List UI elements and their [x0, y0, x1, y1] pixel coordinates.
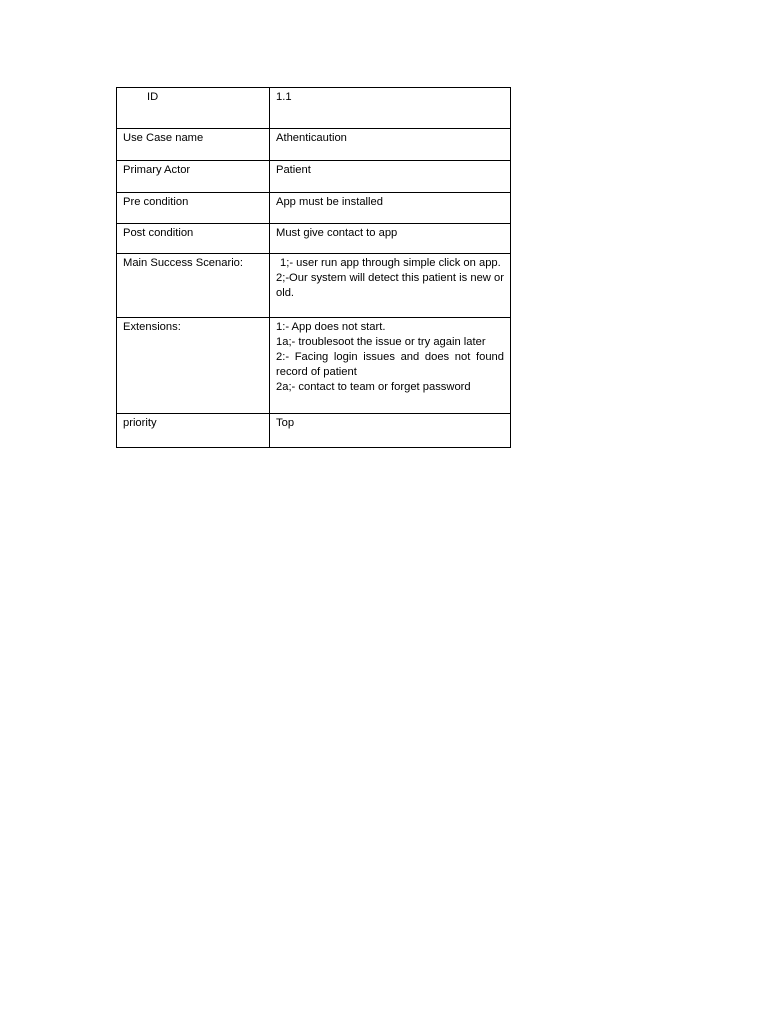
table-row-pre-condition [117, 193, 511, 224]
table-row-id [117, 88, 511, 129]
priority-label: priority [117, 414, 270, 448]
table-row-main-success-scenario [117, 254, 511, 318]
table-row-post-condition [117, 224, 511, 254]
main-success-scenario-value [270, 254, 511, 318]
scenario-step-2: 2;-Our system will detect this patient is new or old. [276, 272, 504, 299]
extension-1a: 1a;- troublesoot the issue or try again later [276, 336, 486, 348]
table-row-priority [117, 414, 511, 448]
table-row-extensions [117, 318, 511, 414]
id-label: ID [117, 88, 270, 129]
extension-2a: 2a;- contact to team or forget password [276, 381, 471, 393]
post-condition-value: Must give contact to app [270, 224, 511, 254]
main-success-scenario-label: Main Success Scenario: [117, 254, 270, 318]
table-row-use-case-name [117, 129, 511, 161]
use-case-name-label: Use Case name [117, 129, 270, 161]
priority-value: Top [270, 414, 511, 448]
extensions-value [270, 318, 511, 414]
pre-condition-label: Pre condition [117, 193, 270, 224]
primary-actor-value: Patient [270, 161, 511, 193]
use-case-table [116, 87, 511, 448]
extension-1: 1:- App does not start. [276, 321, 386, 333]
extensions-label: Extensions: [117, 318, 270, 414]
use-case-name-value: Athenticaution [270, 129, 511, 161]
id-value: 1.1 [270, 88, 511, 129]
post-condition-label: Post condition [117, 224, 270, 254]
primary-actor-label: Primary Actor [117, 161, 270, 193]
extension-2: 2:- Facing login issues and does not found record of patient [276, 351, 504, 378]
pre-condition-value: App must be installed [270, 193, 511, 224]
table-row-primary-actor [117, 161, 511, 193]
scenario-step-1: 1;- user run app through simple click on app. [280, 257, 501, 269]
